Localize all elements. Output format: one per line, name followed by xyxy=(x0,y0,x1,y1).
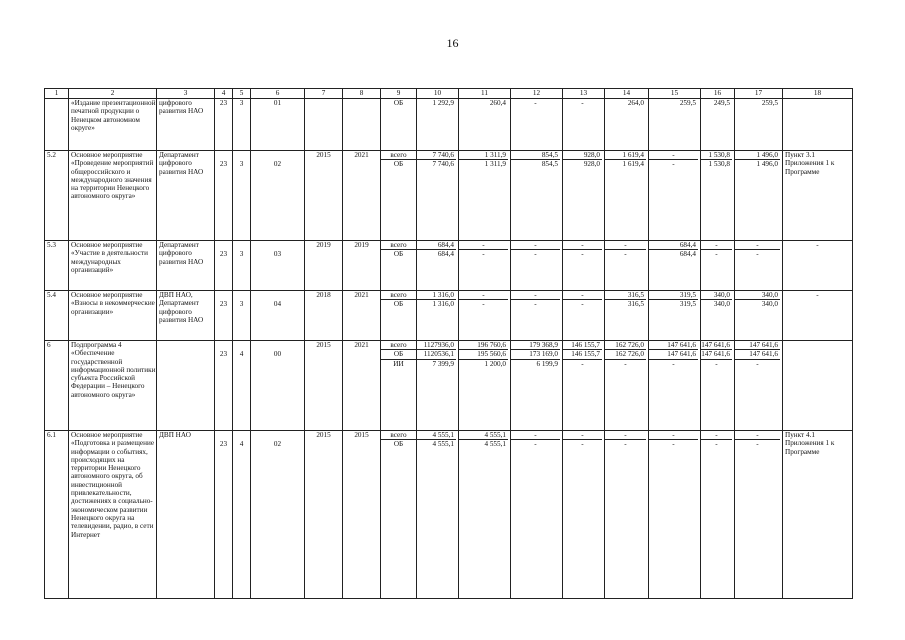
start-year: 2018 xyxy=(305,291,343,341)
source-type: ИИ xyxy=(393,359,404,368)
table-row xyxy=(45,241,853,291)
value-cell xyxy=(649,431,701,599)
start-year: 2015 xyxy=(305,151,343,241)
source-list xyxy=(381,241,416,259)
header-cell: 8 xyxy=(343,89,381,99)
code-c6: 04 xyxy=(251,291,305,341)
page-number: 16 xyxy=(446,36,459,50)
executor: ДВП НАО xyxy=(157,431,215,599)
amount: - xyxy=(563,291,602,300)
source-type: ОБ xyxy=(393,160,404,169)
amount: - xyxy=(482,300,485,309)
amount: - xyxy=(715,250,718,259)
amount: 147 641,6 xyxy=(701,350,730,359)
value-list xyxy=(417,291,456,309)
end-year: 2015 xyxy=(343,431,381,599)
source-cell xyxy=(381,341,417,431)
value-cell xyxy=(563,151,605,241)
amount: - xyxy=(624,359,627,368)
value-list xyxy=(563,241,602,259)
amount: 147 641,6 xyxy=(649,341,698,350)
executor: Департамент цифрового развития НАО xyxy=(157,151,215,241)
amount: 4 555,1 xyxy=(484,440,506,449)
amount: 928,0 xyxy=(583,160,600,169)
source-cell xyxy=(381,99,417,151)
amount: 4 555,1 xyxy=(432,440,454,449)
value-list xyxy=(649,241,698,259)
header-cell: 4 xyxy=(215,89,233,99)
value-cell xyxy=(459,99,511,151)
source-type: всего xyxy=(381,341,416,350)
value-cell xyxy=(649,341,701,431)
amount: - xyxy=(459,241,508,250)
value-cell xyxy=(511,291,563,341)
value-list xyxy=(511,241,560,259)
amount: 195 560,6 xyxy=(459,350,508,359)
value-list xyxy=(563,291,602,309)
table-row xyxy=(45,431,853,599)
value-cell xyxy=(511,341,563,431)
amount: 146 155,7 xyxy=(563,350,602,359)
table-row xyxy=(45,341,853,431)
amount: - xyxy=(581,300,584,309)
end-year: 2021 xyxy=(343,341,381,431)
amount: 259,5 xyxy=(679,99,696,107)
value-list xyxy=(605,99,646,107)
value-list xyxy=(511,341,560,368)
value-cell xyxy=(511,431,563,599)
value-list xyxy=(649,151,698,169)
value-list xyxy=(511,431,560,449)
value-list xyxy=(701,341,732,368)
amount: 319,5 xyxy=(649,291,698,300)
amount: - xyxy=(624,250,627,259)
header-cell: 2 xyxy=(69,89,157,99)
source-type: всего xyxy=(381,291,416,300)
value-list xyxy=(649,341,698,368)
amount: - xyxy=(534,300,537,309)
row-number xyxy=(45,99,69,151)
note-cell xyxy=(783,99,853,151)
amount: 684,4 xyxy=(417,241,456,250)
value-list xyxy=(459,431,508,449)
header-cell: 1 xyxy=(45,89,69,99)
start-year: 2019 xyxy=(305,241,343,291)
value-cell xyxy=(417,99,459,151)
value-cell xyxy=(511,99,563,151)
amount: 316,5 xyxy=(605,291,646,300)
header-row xyxy=(45,89,853,99)
amount: - xyxy=(459,291,508,300)
code-c4: 23 xyxy=(215,341,233,431)
value-cell xyxy=(735,241,783,291)
header-cell: 15 xyxy=(649,89,701,99)
value-cell xyxy=(701,241,735,291)
value-cell xyxy=(417,341,459,431)
start-year xyxy=(305,99,343,151)
value-cell xyxy=(701,99,735,151)
row-number: 5.3 xyxy=(45,241,69,291)
value-list xyxy=(605,291,646,309)
value-list xyxy=(417,241,456,259)
table-row xyxy=(45,99,853,151)
header-cell: 5 xyxy=(233,89,251,99)
amount: 7 399,9 xyxy=(432,359,454,368)
amount: 684,4 xyxy=(437,250,454,259)
value-list xyxy=(605,341,646,368)
value-cell xyxy=(735,431,783,599)
source-type: всего xyxy=(381,431,416,440)
source-type: всего xyxy=(381,151,416,160)
code-c6: 02 xyxy=(251,151,305,241)
amount: 1 292,9 xyxy=(432,99,454,107)
amount: - xyxy=(605,241,646,250)
value-cell xyxy=(701,151,735,241)
amount: - xyxy=(756,250,759,259)
header-cell: 17 xyxy=(735,89,783,99)
amount: 340,0 xyxy=(735,291,780,300)
code-c6: 01 xyxy=(251,99,305,151)
value-cell xyxy=(563,99,605,151)
amount: - xyxy=(511,291,560,300)
code-c5: 3 xyxy=(233,151,251,241)
value-cell xyxy=(417,431,459,599)
value-list xyxy=(701,241,732,259)
value-cell xyxy=(735,291,783,341)
executor xyxy=(157,341,215,431)
header-cell: 10 xyxy=(417,89,459,99)
table-row xyxy=(45,291,853,341)
amount: - xyxy=(756,440,759,449)
source-list xyxy=(381,151,416,169)
amount: - xyxy=(649,151,698,160)
value-list xyxy=(459,341,508,368)
amount: - xyxy=(756,359,759,368)
source-type: ОБ xyxy=(393,99,404,107)
code-c5: 3 xyxy=(233,291,251,341)
end-year: 2019 xyxy=(343,241,381,291)
amount: 1 311,9 xyxy=(484,160,506,169)
amount: 316,5 xyxy=(627,300,644,309)
source-type: всего xyxy=(381,241,416,250)
table-row xyxy=(45,151,853,241)
value-cell xyxy=(563,431,605,599)
amount: 854,5 xyxy=(541,160,558,169)
amount: - xyxy=(701,431,732,440)
amount: - xyxy=(563,241,602,250)
amount: - xyxy=(534,440,537,449)
value-list xyxy=(417,151,456,169)
code-c6: 00 xyxy=(251,341,305,431)
source-cell xyxy=(381,291,417,341)
header-cell: 3 xyxy=(157,89,215,99)
amount: 1 311,9 xyxy=(459,151,508,160)
amount: 1 316,0 xyxy=(417,291,456,300)
code-c5: 4 xyxy=(233,341,251,431)
value-list xyxy=(459,151,508,169)
amount: 264,0 xyxy=(627,99,644,107)
value-list xyxy=(701,99,732,107)
amount: - xyxy=(482,250,485,259)
amount: 1120536,1 xyxy=(417,350,456,359)
end-year xyxy=(343,99,381,151)
note-cell xyxy=(783,341,853,431)
source-cell xyxy=(381,241,417,291)
amount: 259,5 xyxy=(761,99,778,107)
source-list xyxy=(381,341,416,368)
value-list xyxy=(417,341,456,368)
value-cell xyxy=(735,151,783,241)
amount: 1 530,8 xyxy=(708,160,730,169)
value-list xyxy=(511,99,560,107)
value-cell xyxy=(605,341,649,431)
header-cell: 9 xyxy=(381,89,417,99)
value-list xyxy=(605,431,646,449)
measure-name: Основное мероприятие «Взносы в некоммерческие организации» xyxy=(69,291,157,341)
value-list xyxy=(649,431,698,449)
amount: 260,4 xyxy=(489,99,506,107)
code-c6: 03 xyxy=(251,241,305,291)
amount: - xyxy=(563,431,602,440)
amount: 340,0 xyxy=(701,291,732,300)
value-list xyxy=(563,99,602,107)
executor: Департамент цифрового развития НАО xyxy=(157,241,215,291)
amount: 179 368,9 xyxy=(511,341,560,350)
code-c4: 23 xyxy=(215,151,233,241)
measure-name: «Издание презентационной печатной продукции о Ненецком автономном округе» xyxy=(69,99,157,151)
value-list xyxy=(701,291,732,309)
value-cell xyxy=(649,291,701,341)
amount: - xyxy=(581,359,584,368)
amount: 1 619,4 xyxy=(622,160,644,169)
measure-name: Основное мероприятие «Участие в деятельности международных организаций» xyxy=(69,241,157,291)
program-table xyxy=(44,88,853,599)
code-c4: 23 xyxy=(215,241,233,291)
code-c4: 23 xyxy=(215,431,233,599)
value-list xyxy=(735,151,780,169)
amount: 4 555,1 xyxy=(417,431,456,440)
code-c5: 3 xyxy=(233,99,251,151)
amount: - xyxy=(511,431,560,440)
amount: - xyxy=(581,99,584,107)
amount: 340,0 xyxy=(761,300,778,309)
note-cell: Пункт 4.1 Приложения 1 к Программе xyxy=(783,431,853,599)
value-list xyxy=(649,291,698,309)
amount: 7 740,6 xyxy=(432,160,454,169)
amount: 1 530,8 xyxy=(701,151,732,160)
amount: - xyxy=(534,99,537,107)
amount: 196 760,6 xyxy=(459,341,508,350)
value-cell xyxy=(563,241,605,291)
start-year: 2015 xyxy=(305,341,343,431)
end-year: 2021 xyxy=(343,291,381,341)
value-cell xyxy=(511,241,563,291)
amount: - xyxy=(649,431,698,440)
amount: 7 740,6 xyxy=(417,151,456,160)
value-list xyxy=(605,241,646,259)
amount: 249,5 xyxy=(713,99,730,107)
header-cell: 13 xyxy=(563,89,605,99)
measure-name: Основное мероприятие «Подготовка и размещение информации о событиях, происходящих на территории Ненецкого автономного округа, об инвестиционной привлекательности, достижениях в социально-экономическом развитии Ненецкого округа на телевидении, радио, в сети Интернет xyxy=(69,431,157,599)
value-list xyxy=(417,99,456,107)
code-c4: 23 xyxy=(215,99,233,151)
source-list xyxy=(381,431,416,449)
value-cell xyxy=(563,291,605,341)
amount: 147 641,6 xyxy=(701,341,730,349)
row-number: 5.4 xyxy=(45,291,69,341)
executor: ДВП НАО, Департамент цифрового развития НАО xyxy=(157,291,215,341)
value-list xyxy=(735,291,780,309)
measure-name: Подпрограмма 4 «Обеспечение государственной информационной политики субъекта Российской Федерации – Ненецкого автономного округа» xyxy=(69,341,157,431)
value-list xyxy=(735,341,780,368)
code-c5: 3 xyxy=(233,241,251,291)
amount: - xyxy=(735,431,780,440)
amount: 162 726,0 xyxy=(605,341,646,350)
amount: - xyxy=(581,440,584,449)
measure-name: Основное мероприятие «Проведение мероприятий общероссийского и международного значения на территории Ненецкого автономного округа» xyxy=(69,151,157,241)
value-list xyxy=(649,99,698,107)
code-c4: 23 xyxy=(215,291,233,341)
value-cell xyxy=(459,431,511,599)
amount: 928,0 xyxy=(563,151,602,160)
source-type: ОБ xyxy=(393,440,404,449)
value-list xyxy=(563,431,602,449)
value-list xyxy=(511,151,560,169)
note-cell: - xyxy=(783,241,853,291)
end-year: 2021 xyxy=(343,151,381,241)
amount: 684,4 xyxy=(649,241,698,250)
amount: 6 199,9 xyxy=(536,359,558,368)
value-list xyxy=(563,341,602,368)
value-list xyxy=(701,151,732,169)
executor: цифрового развития НАО xyxy=(157,99,215,151)
amount: - xyxy=(624,440,627,449)
amount: 4 555,1 xyxy=(459,431,508,440)
amount: - xyxy=(715,440,718,449)
amount: 147 641,6 xyxy=(649,350,698,359)
value-list xyxy=(701,431,732,449)
amount: - xyxy=(701,241,732,250)
amount: 162 726,0 xyxy=(605,350,646,359)
amount: 147 641,6 xyxy=(735,341,780,350)
amount: 684,4 xyxy=(679,250,696,259)
value-cell xyxy=(605,291,649,341)
code-c6: 02 xyxy=(251,431,305,599)
note-cell: - xyxy=(783,291,853,341)
value-list xyxy=(735,431,780,449)
source-type: ОБ xyxy=(393,300,404,309)
amount: - xyxy=(672,160,675,169)
amount: 146 155,7 xyxy=(563,341,602,350)
amount: 173 169,0 xyxy=(511,350,560,359)
header-cell: 14 xyxy=(605,89,649,99)
value-list xyxy=(605,151,646,169)
start-year: 2015 xyxy=(305,431,343,599)
value-cell xyxy=(417,291,459,341)
source-type: ОБ xyxy=(381,350,416,359)
code-c5: 4 xyxy=(233,431,251,599)
amount: - xyxy=(672,440,675,449)
amount: 147 641,6 xyxy=(735,350,780,359)
value-cell xyxy=(605,431,649,599)
value-cell xyxy=(417,151,459,241)
amount: - xyxy=(534,250,537,259)
value-cell xyxy=(605,99,649,151)
value-list xyxy=(563,151,602,169)
amount: 1 200,0 xyxy=(484,359,506,368)
amount: 1 316,0 xyxy=(432,300,454,309)
amount: - xyxy=(715,359,718,368)
header-cell: 7 xyxy=(305,89,343,99)
header-cell: 6 xyxy=(251,89,305,99)
value-cell xyxy=(701,431,735,599)
value-cell xyxy=(459,291,511,341)
value-cell xyxy=(649,241,701,291)
amount: 340,0 xyxy=(713,300,730,309)
amount: - xyxy=(672,359,675,368)
source-type: ОБ xyxy=(393,250,404,259)
value-cell xyxy=(735,99,783,151)
amount: - xyxy=(605,431,646,440)
header-cell: 12 xyxy=(511,89,563,99)
row-number: 6 xyxy=(45,341,69,431)
header-cell: 11 xyxy=(459,89,511,99)
amount: - xyxy=(735,241,780,250)
value-cell xyxy=(649,99,701,151)
source-list xyxy=(381,99,416,107)
source-cell xyxy=(381,151,417,241)
row-number: 6.1 xyxy=(45,431,69,599)
value-list xyxy=(511,291,560,309)
value-cell xyxy=(417,241,459,291)
source-list xyxy=(381,291,416,309)
amount: 1 496,0 xyxy=(735,151,780,160)
value-list xyxy=(735,99,780,107)
value-cell xyxy=(735,341,783,431)
amount: 1 496,0 xyxy=(756,160,778,169)
value-list xyxy=(459,291,508,309)
value-cell xyxy=(701,291,735,341)
value-cell xyxy=(459,151,511,241)
amount: - xyxy=(511,241,560,250)
header-cell: 16 xyxy=(701,89,735,99)
amount: - xyxy=(581,250,584,259)
amount: 854,5 xyxy=(511,151,560,160)
value-list xyxy=(417,431,456,449)
value-cell xyxy=(605,151,649,241)
value-cell xyxy=(459,341,511,431)
note-cell: Пункт 3.1 Приложения 1 к Программе xyxy=(783,151,853,241)
value-cell xyxy=(563,341,605,431)
source-cell xyxy=(381,431,417,599)
value-cell xyxy=(701,341,735,431)
amount: 1 619,4 xyxy=(605,151,646,160)
value-cell xyxy=(649,151,701,241)
amount: 1127936,0 xyxy=(417,341,456,350)
value-cell xyxy=(605,241,649,291)
value-list xyxy=(459,241,508,259)
value-list xyxy=(735,241,780,259)
value-cell xyxy=(459,241,511,291)
amount: 319,5 xyxy=(679,300,696,309)
value-cell xyxy=(511,151,563,241)
header-cell: 18 xyxy=(783,89,853,99)
value-list xyxy=(459,99,508,107)
row-number: 5.2 xyxy=(45,151,69,241)
